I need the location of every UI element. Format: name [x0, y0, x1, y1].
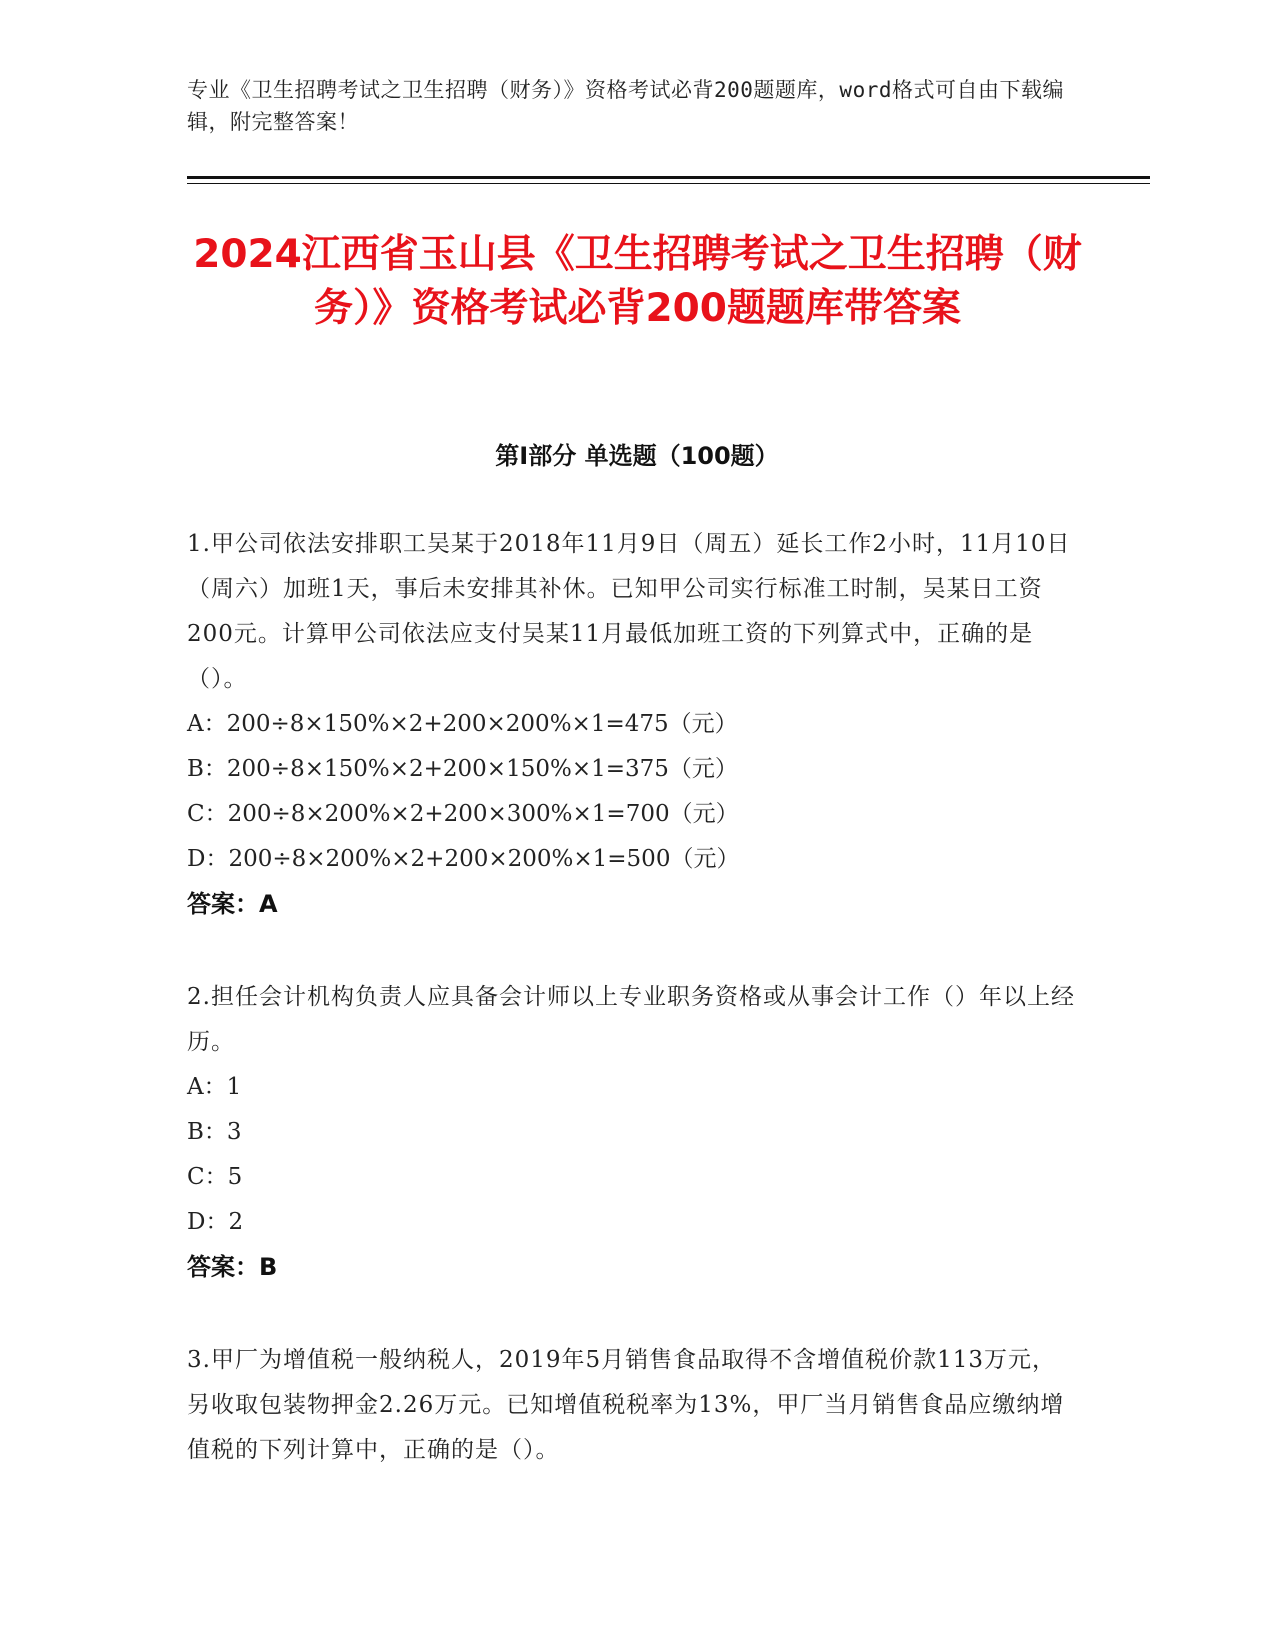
question-2 [187, 975, 1077, 1290]
option-b: B：200÷8×150%×2+200×150%×1=375（元） [187, 756, 738, 782]
option-a: A：1 [187, 1074, 242, 1100]
question-stem: 1.甲公司依法安排职工吴某于2018年11月9日（周五）延长工作2小时，11月10日（周六）加班1天，事后未安排其补休。已知甲公司实行标准工时制，吴某日工资200元。计算甲公司依法应支付吴某11月最低加班工资的下列算式中，正确的是（）。 [187, 531, 1071, 692]
question-1 [187, 522, 1077, 927]
answer-line: 答案：A [187, 890, 278, 918]
option-c: C：5 [187, 1164, 243, 1190]
header-divider-thick [187, 176, 1150, 179]
header-note: 专业《卫生招聘考试之卫生招聘（财务）》资格考试必背200题题库，word格式可自由下载编辑，附完整答案！ [187, 78, 1064, 134]
option-d: D：2 [187, 1209, 244, 1235]
section-heading: 第I部分 单选题（100题） [495, 442, 779, 470]
document-title: 2024江西省玉山县《卫生招聘考试之卫生招聘（财务）》资格考试必背200题题库带答案 [193, 232, 1082, 331]
header-divider-thin [187, 183, 1150, 184]
option-c: C：200÷8×200%×2+200×300%×1=700（元） [187, 801, 739, 827]
option-a: A：200÷8×150%×2+200×200%×1=475（元） [187, 711, 738, 737]
answer-line: 答案：B [187, 1253, 278, 1281]
option-d: D：200÷8×200%×2+200×200%×1=500（元） [187, 846, 740, 872]
question-stem: 2.担任会计机构负责人应具备会计师以上专业职务资格或从事会计工作（）年以上经历。 [187, 984, 1075, 1055]
question-3 [187, 1338, 1077, 1473]
option-b: B：3 [187, 1119, 242, 1145]
question-stem: 3.甲厂为增值税一般纳税人，2019年5月销售食品取得不含增值税价款113万元，另收取包装物押金2.26万元。已知增值税税率为13%，甲厂当月销售食品应缴纳增值税的下列计算中，正确的是（）。 [187, 1347, 1065, 1463]
